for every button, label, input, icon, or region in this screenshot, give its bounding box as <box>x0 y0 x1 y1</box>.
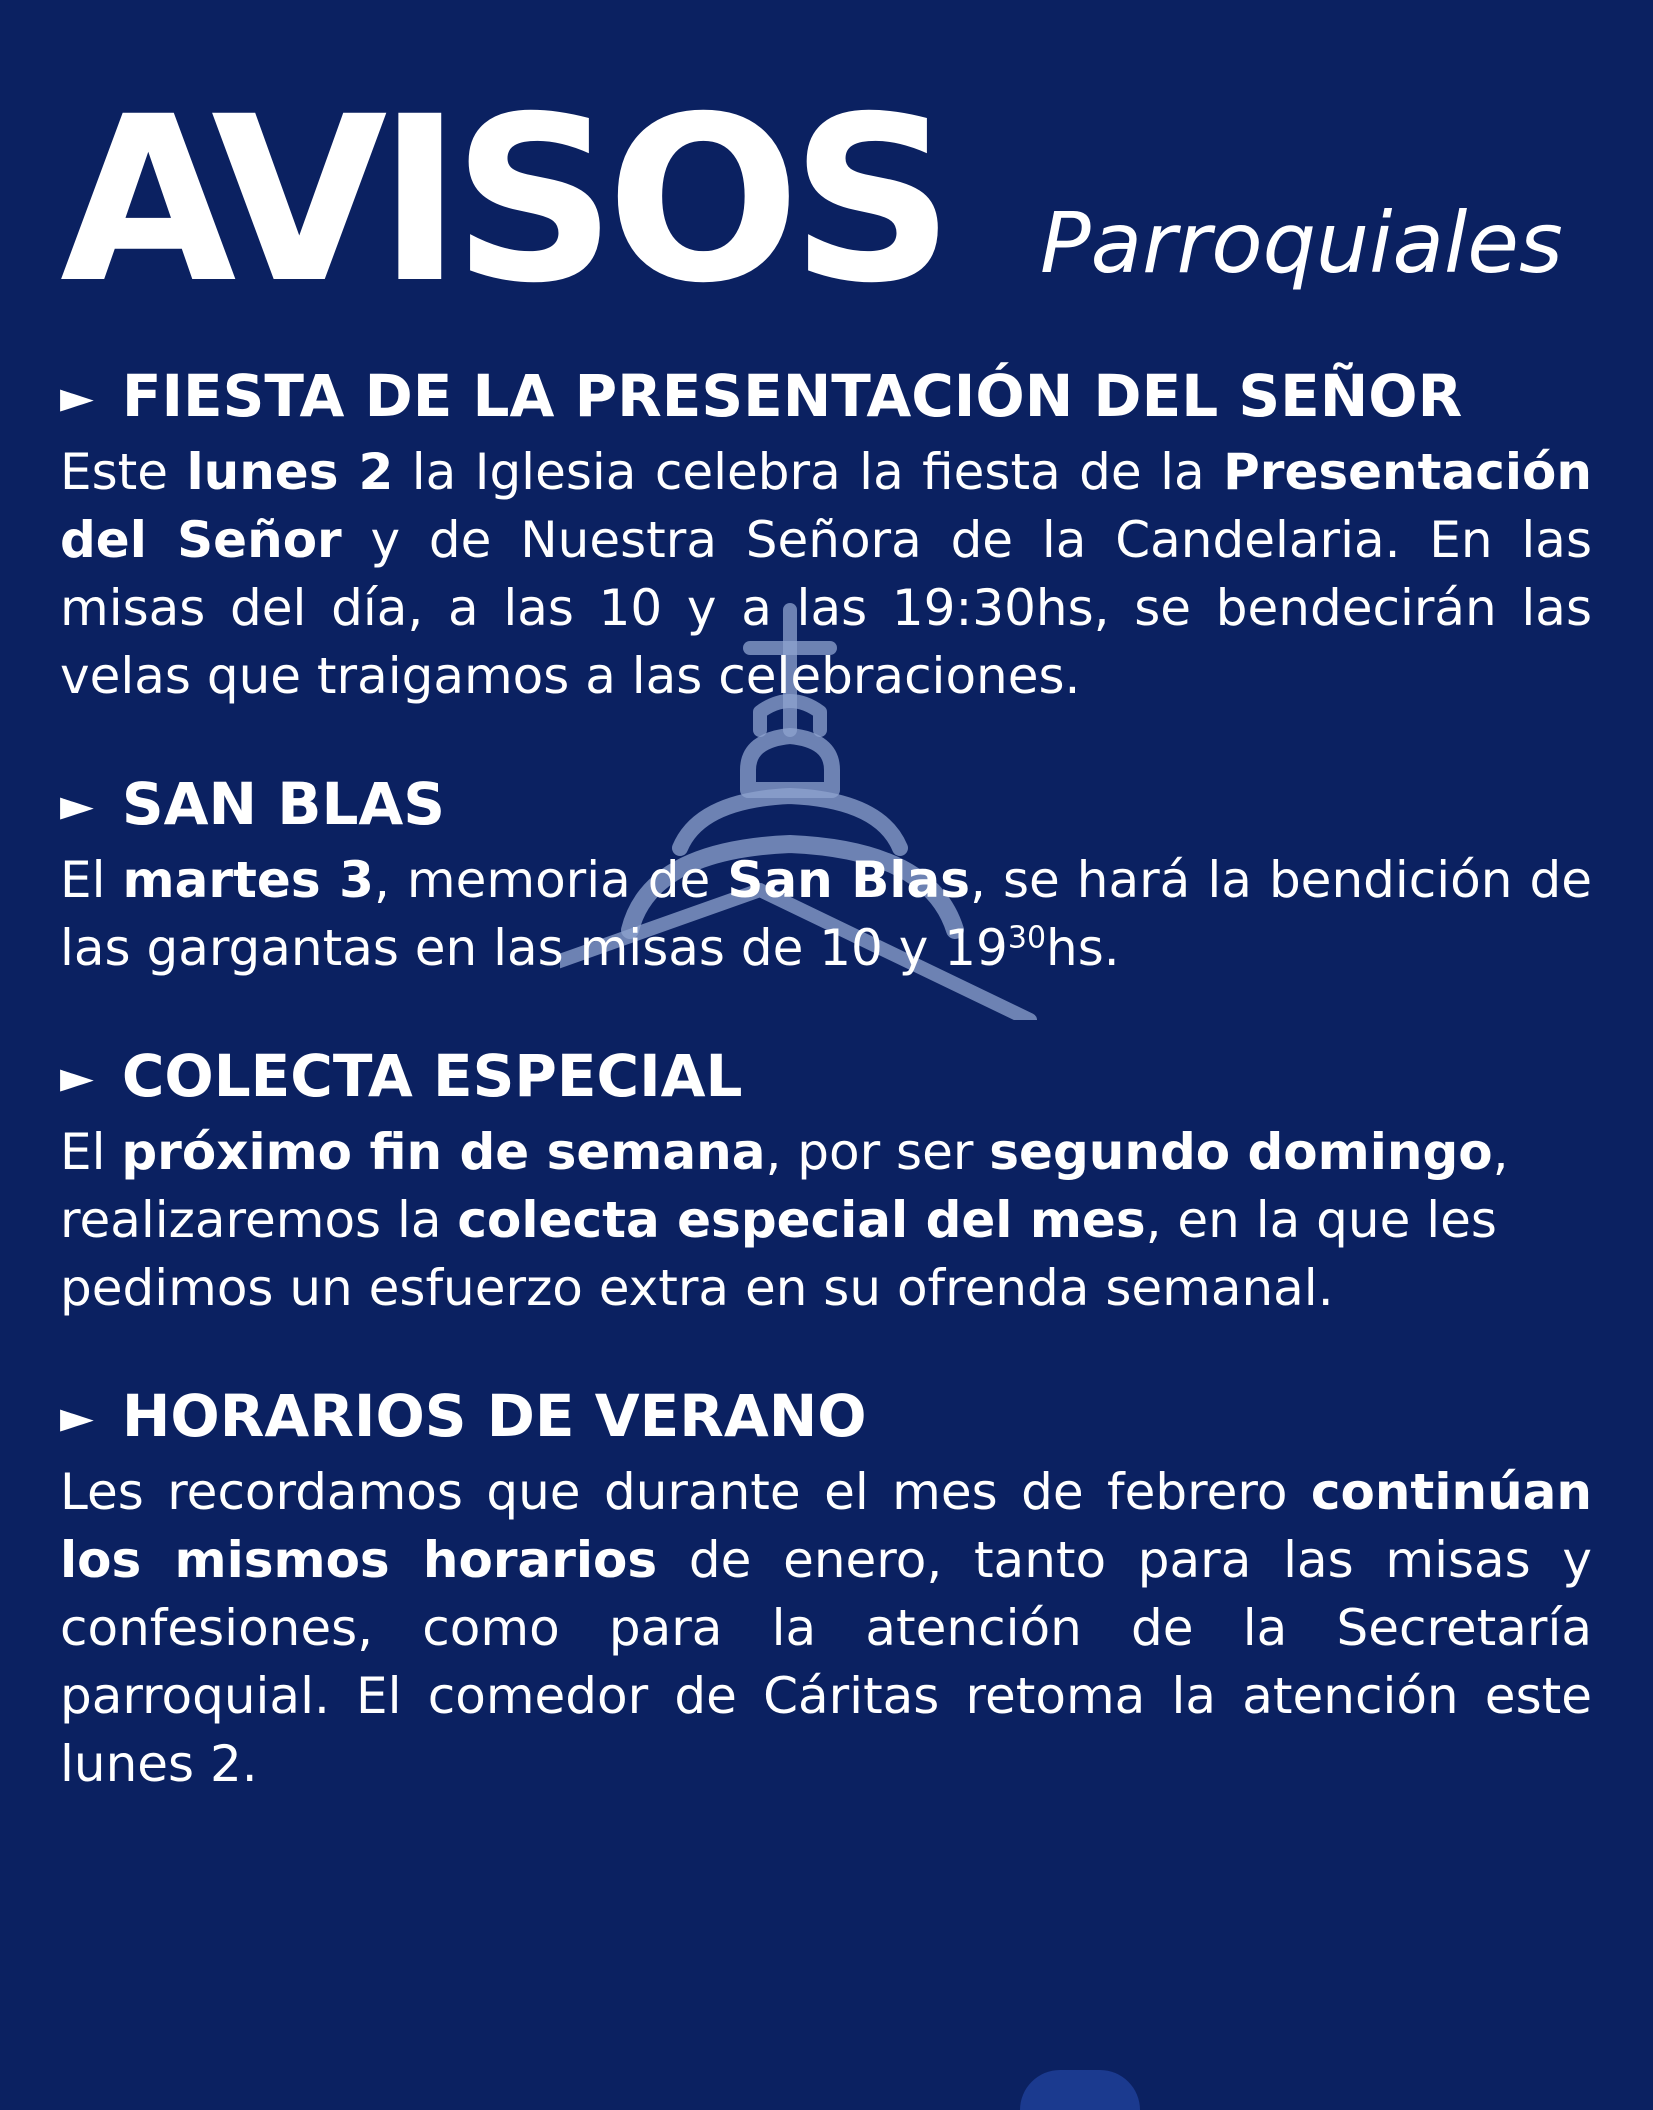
body-text: , memoria de <box>373 851 728 909</box>
notices-list <box>60 360 1592 1856</box>
body-emphasis: continúan los mismos horarios <box>60 1463 1592 1589</box>
body-text: El <box>60 1123 122 1181</box>
body-emphasis: segundo domingo <box>989 1123 1493 1181</box>
notice-heading-text: HORARIOS DE VERANO <box>121 1382 867 1450</box>
notice-body <box>60 1458 1592 1798</box>
arrow-icon: ► <box>60 372 94 423</box>
notice-heading <box>60 1040 1592 1118</box>
body-text: hs. <box>1046 919 1120 977</box>
body-text: de enero, tanto para las misas y confesiones, como para la atención de la Secretaría parroquial. El comedor de Cáritas retoma la atención este lunes 2. <box>60 1531 1593 1793</box>
body-text: , realizaremos la <box>60 1123 1509 1249</box>
body-text: , se hará la bendición de las gargantas en las misas de 10 y 19 <box>60 851 1592 977</box>
body-text: Les recordamos que durante el mes de febrero <box>60 1463 1311 1521</box>
body-text: , en la que les pedimos un esfuerzo extra en su ofrenda semanal. <box>60 1191 1497 1317</box>
arrow-icon: ► <box>60 1392 94 1443</box>
time-superscript: 30 <box>1007 920 1047 956</box>
body-emphasis: próximo fin de semana <box>121 1123 766 1181</box>
notice-heading-text: FIESTA DE LA PRESENTACIÓN DEL SEÑOR <box>121 362 1463 430</box>
notice-heading-text: SAN BLAS <box>121 770 446 838</box>
body-emphasis: Presentación del Señor <box>60 443 1592 569</box>
body-text: y de Nuestra Señora de la Candelaria. En las misas del día, a las 10 y a las 19:30hs, se bendecirán las velas que traigamos a las celebraciones. <box>60 511 1592 705</box>
notice-body <box>60 1118 1592 1322</box>
body-text: la Iglesia celebra la fiesta de la <box>393 443 1224 501</box>
body-emphasis: martes 3 <box>122 851 374 909</box>
body-emphasis: lunes 2 <box>186 443 394 501</box>
arrow-icon: ► <box>60 780 94 831</box>
notice-colecta <box>60 1040 1592 1322</box>
notice-heading <box>60 1380 1592 1458</box>
notice-san-blas <box>60 768 1592 982</box>
poster-subtitle: Parroquiales <box>1040 194 1563 292</box>
notice-horarios <box>60 1380 1592 1798</box>
poster-header <box>60 67 1600 333</box>
notice-heading <box>60 768 1592 846</box>
body-emphasis: colecta especial del mes <box>457 1191 1146 1249</box>
body-text: Este <box>60 443 187 501</box>
poster-title: AVISOS <box>60 67 945 333</box>
body-text: El <box>60 851 123 909</box>
decorative-shape <box>1020 2070 1140 2110</box>
notice-body <box>60 438 1592 710</box>
notice-heading <box>60 360 1592 438</box>
notice-presentation <box>60 360 1592 710</box>
body-emphasis: San Blas <box>727 851 970 909</box>
arrow-icon: ► <box>60 1052 94 1103</box>
notice-body <box>60 846 1592 982</box>
body-text: , por ser <box>765 1123 990 1181</box>
notice-heading-text: COLECTA ESPECIAL <box>121 1042 743 1110</box>
